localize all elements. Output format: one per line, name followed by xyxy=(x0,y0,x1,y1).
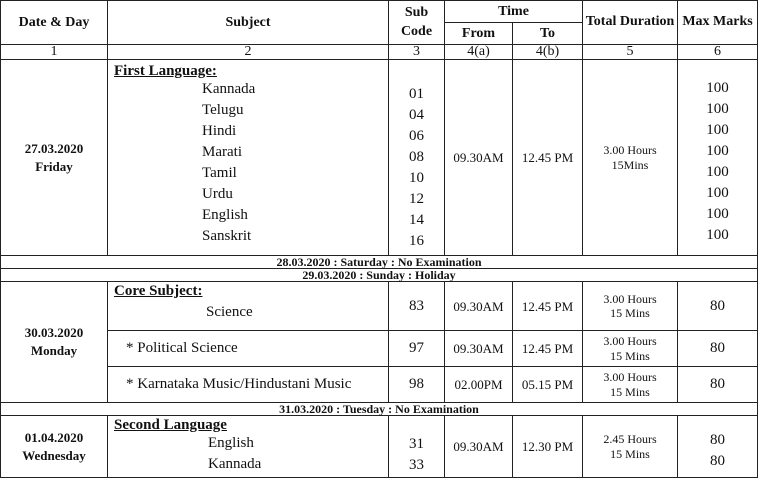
column-number: 4(a) xyxy=(445,45,513,60)
subject-cell xyxy=(108,60,389,256)
header-to: To xyxy=(513,23,583,45)
exam-day: Monday xyxy=(30,343,78,358)
subject-name: English xyxy=(208,435,254,451)
time-from: 09.30AM xyxy=(445,416,513,478)
duration-mins: 15 Mins xyxy=(610,384,650,399)
exam-date-cell xyxy=(1,416,108,478)
subject-name: Sanskrit xyxy=(202,228,252,244)
time-to: 12.45 PM xyxy=(513,331,583,367)
duration-cell xyxy=(583,367,678,403)
exam-date: 30.03.2020 xyxy=(24,325,84,341)
sub-code: 31 xyxy=(409,436,424,452)
header-time: Time xyxy=(445,1,583,23)
max-marks: 100 xyxy=(706,185,729,201)
subject-name: Kannada xyxy=(202,81,256,97)
sub-code: 14 xyxy=(409,212,424,228)
time-from: 09.30AM xyxy=(445,60,513,256)
sub-code-cell xyxy=(389,416,445,478)
exam-day: Wednesday xyxy=(22,447,86,463)
max-marks: 80 xyxy=(710,432,726,448)
exam-date-cell xyxy=(1,60,108,256)
duration-cell xyxy=(583,331,678,367)
header-from: From xyxy=(445,23,513,45)
duration-cell xyxy=(583,416,678,478)
subject-group-heading: Core Subject: xyxy=(114,283,203,299)
header-subject: Subject xyxy=(108,1,389,45)
sub-code: 12 xyxy=(409,191,424,207)
max-marks: 80 xyxy=(678,331,758,367)
subject-name: Telugu xyxy=(202,102,244,118)
sub-code: 04 xyxy=(409,107,424,123)
duration-mins: 15 Mins xyxy=(610,348,650,363)
max-marks-cell xyxy=(678,416,758,478)
duration-mins: 15 Mins xyxy=(610,306,650,320)
subject-list xyxy=(114,79,388,247)
duration-cell xyxy=(583,60,678,256)
exam-day: Friday xyxy=(35,158,73,174)
max-marks: 100 xyxy=(706,143,729,159)
duration-hours: 2.45 Hours xyxy=(603,432,657,447)
time-from: 09.30AM xyxy=(445,331,513,367)
subject-group-heading: First Language: xyxy=(114,63,217,79)
schedule-note: 29.03.2020 : Sunday : Holiday xyxy=(1,269,758,282)
header-sub-code: Sub Code xyxy=(389,1,445,45)
max-marks: 100 xyxy=(706,227,729,243)
sub-code: 33 xyxy=(409,457,424,473)
exam-row-core xyxy=(1,282,758,331)
subject-name: Hindi xyxy=(202,123,237,139)
exam-date: 27.03.2020 xyxy=(24,140,84,156)
schedule-note: 28.03.2020 : Saturday : No Examination xyxy=(1,256,758,269)
exam-date-cell xyxy=(1,282,108,403)
duration-mins: 15Mins xyxy=(611,157,649,172)
column-number: 6 xyxy=(678,45,758,60)
header-total-duration: Total Duration xyxy=(583,1,678,45)
time-from: 09.30AM xyxy=(445,282,513,331)
max-marks-cell xyxy=(678,60,758,256)
time-from: 02.00PM xyxy=(445,367,513,403)
duration-hours: 3.00 Hours xyxy=(603,291,657,306)
header-date-day: Date & Day xyxy=(1,1,108,45)
subject-cell xyxy=(108,282,389,331)
exam-row-second-language xyxy=(1,416,758,478)
column-number: 4(b) xyxy=(513,45,583,60)
subject-name: Science xyxy=(206,304,253,320)
sub-code: 06 xyxy=(409,128,424,144)
max-marks: 80 xyxy=(678,367,758,403)
time-to: 12.30 PM xyxy=(513,416,583,478)
sub-code: 16 xyxy=(409,233,424,249)
column-number: 3 xyxy=(389,45,445,60)
column-number: 5 xyxy=(583,45,678,60)
sub-code: 98 xyxy=(389,367,445,403)
sub-code: 97 xyxy=(389,331,445,367)
time-to: 12.45 PM xyxy=(513,282,583,331)
exam-row-core xyxy=(1,331,758,367)
time-to: 05.15 PM xyxy=(513,367,583,403)
subject-name: Tamil xyxy=(202,165,237,181)
sub-code: 10 xyxy=(409,170,424,186)
max-marks: 80 xyxy=(678,282,758,331)
time-to: 12.45 PM xyxy=(513,60,583,256)
subject-name: * Political Science xyxy=(108,331,389,367)
max-marks: 100 xyxy=(706,206,729,222)
subject-cell xyxy=(108,416,389,478)
duration-mins: 15 Mins xyxy=(610,446,650,461)
max-marks: 100 xyxy=(706,80,729,96)
sub-code: 83 xyxy=(389,282,445,331)
subject-group-heading: Second Language xyxy=(114,417,227,433)
sub-code: 08 xyxy=(409,149,424,165)
subject-name: Urdu xyxy=(202,186,233,202)
column-number: 1 xyxy=(1,45,108,60)
duration-cell xyxy=(583,282,678,331)
sub-code: 01 xyxy=(409,86,424,102)
duration-hours: 3.00 Hours xyxy=(603,143,657,158)
subject-name: Kannada xyxy=(208,456,262,472)
duration-hours: 3.00 Hours xyxy=(603,370,657,385)
column-number-row xyxy=(1,45,758,60)
max-marks: 100 xyxy=(706,122,729,138)
max-marks: 100 xyxy=(706,101,729,117)
exam-row-first-language xyxy=(1,60,758,256)
duration-hours: 3.00 Hours xyxy=(603,334,657,349)
max-marks: 100 xyxy=(706,164,729,180)
subject-name: Marati xyxy=(202,144,242,160)
subject-list xyxy=(114,433,388,475)
exam-date: 01.04.2020 xyxy=(24,429,84,445)
header-max-marks: Max Marks xyxy=(678,1,758,45)
subject-name: English xyxy=(202,207,248,223)
column-number: 2 xyxy=(108,45,389,60)
subject-name: * Karnataka Music/Hindustani Music xyxy=(108,367,389,403)
exam-row-core xyxy=(1,367,758,403)
max-marks: 80 xyxy=(710,453,726,469)
schedule-note: 31.03.2020 : Tuesday : No Examination xyxy=(1,403,758,416)
sub-code-cell xyxy=(389,60,445,256)
